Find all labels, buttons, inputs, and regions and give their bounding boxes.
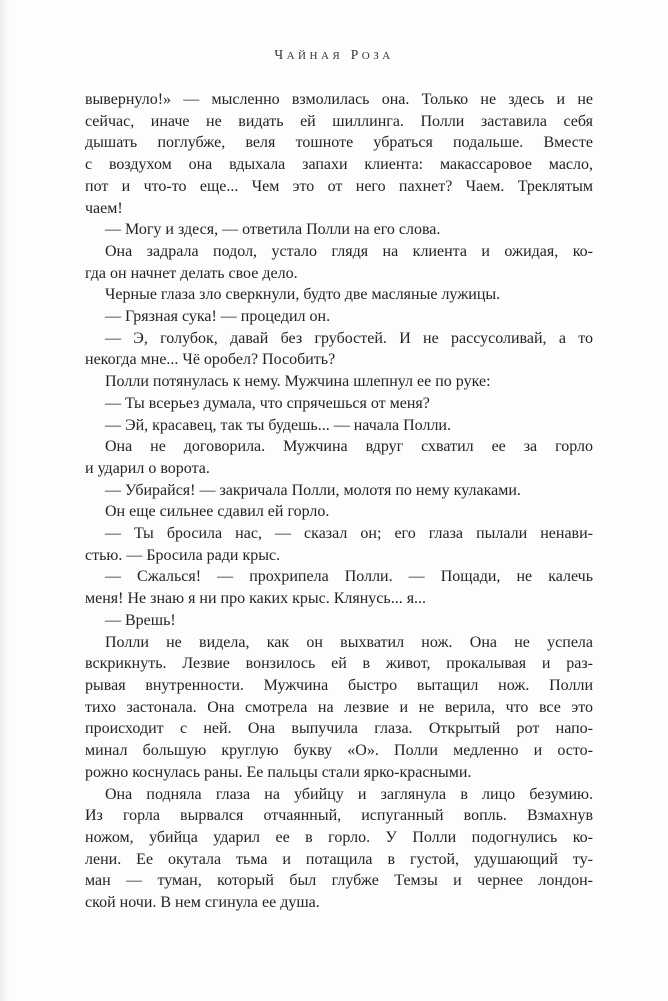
paragraph — [85, 784, 593, 914]
text-line: с воздухом она вдыхала запахи клиента: макассаровое масло, — [85, 156, 593, 174]
text-line: дышать поглубже, веля тошноте убраться подальше. Вместе — [85, 134, 593, 152]
text-line: пот и что-то еще... Чем это от него пахнет? Чаем. Треклятым — [85, 177, 593, 195]
text-line: ской ночи. В нем сгинула ее душа. — [85, 894, 320, 912]
paragraph — [85, 328, 593, 371]
text-line: стью. — Бросила ради крыс. — [85, 546, 281, 564]
paragraph — [85, 241, 593, 284]
text-line: ножом, убийца ударил ее в горло. У Полли подогнулись ко- — [85, 828, 593, 846]
paragraph — [85, 523, 593, 566]
text-line: — Могу и здеся, — ответила Полли на его слова. — [105, 221, 441, 239]
paragraph — [85, 371, 593, 393]
text-line: Она задрала подол, устало глядя на клиента и ожидая, ко- — [105, 242, 593, 260]
text-line: Черные глаза зло сверкнули, будто две масляные лужицы. — [105, 286, 501, 304]
text-line: — Ты бросила нас, — сказал он; его глаза пылали ненави- — [105, 525, 593, 543]
text-line: вскрикнуть. Лезвие вонзилось ей в живот, прокалывая и раз- — [85, 655, 593, 673]
paragraph — [85, 415, 593, 437]
text-line: тихо застонала. Она смотрела на лезвие и не верила, что все это — [85, 698, 593, 716]
text-line: — Врешь! — [105, 611, 176, 629]
text-line: рывая внутренности. Мужчина быстро вытащил нож. Полли — [85, 676, 593, 694]
paragraph — [85, 393, 593, 415]
text-line: Полли потянулась к нему. Мужчина шлепнул ее по руке: — [105, 373, 491, 391]
text-line: Он еще сильнее сдавил ей горло. — [105, 503, 330, 521]
text-line: лени. Ее окутала тьма и потащила в густой, удушающий ту- — [85, 850, 593, 868]
text-line: Она не договорила. Мужчина вдруг схватил ее за горло — [105, 438, 593, 456]
paragraph — [85, 284, 593, 306]
text-line: происходит с ней. Она выпучила глаза. Открытый рот напо- — [85, 720, 593, 738]
text-line: — Эй, красавец, так ты будешь... — начала Полли. — [105, 416, 451, 434]
text-line: Полли не видела, как он выхватил нож. Она не успела — [105, 633, 593, 651]
text-line: Из горла вырвался отчаянный, испуганный вопль. Взмахнув — [85, 807, 593, 825]
text-line: — Сжалься! — прохрипела Полли. — Пощади, не калечь — [105, 568, 593, 586]
paragraph — [85, 219, 593, 241]
running-head: ЧАЙНАЯ РОЗА — [274, 47, 394, 62]
text-line: гда он начнет делать свое дело. — [85, 264, 298, 282]
paragraph — [85, 610, 593, 632]
text-line: меня! Не знаю я ни про каких крыс. Клянусь... я... — [85, 590, 427, 608]
paragraph — [85, 436, 593, 479]
text-line: ман — туман, который был глубже Темзы и чернее лондон- — [85, 872, 593, 890]
paragraph — [85, 89, 593, 219]
paragraph — [85, 632, 593, 784]
text-line: и ударил о ворота. — [85, 459, 210, 477]
text-line: — Грязная сука! — процедил он. — [105, 308, 331, 326]
paragraph — [85, 566, 593, 609]
text-line: чаем! — [85, 199, 123, 217]
text-line: рожно коснулась раны. Ее пальцы стали ярко-красными. — [85, 763, 472, 781]
paragraph — [85, 501, 593, 523]
text-line: — Убирайся! — закричала Полли, молотя по нему кулаками. — [105, 481, 521, 499]
text-line: — Ты всерьез думала, что спрячешься от меня? — [105, 394, 430, 412]
text-line: минал большую круглую букву «О». Полли медленно и осто- — [85, 742, 593, 760]
body-text — [85, 89, 593, 914]
paragraph — [85, 480, 593, 502]
text-line: — Э, голубок, давай без грубостей. И не рассусоливай, а то — [105, 329, 593, 347]
text-line: Она подняла глаза на убийцу и заглянула в лицо безумию. — [105, 785, 593, 803]
paragraph — [85, 306, 593, 328]
text-line: сейчас, иначе не видать ей шиллинга. Полли заставила себя — [85, 112, 593, 130]
text-line: некогда мне... Чё оробел? Пособить? — [85, 351, 336, 369]
text-line: вывернуло!» — мысленно взмолилась она. Только не здесь и не — [85, 91, 593, 108]
